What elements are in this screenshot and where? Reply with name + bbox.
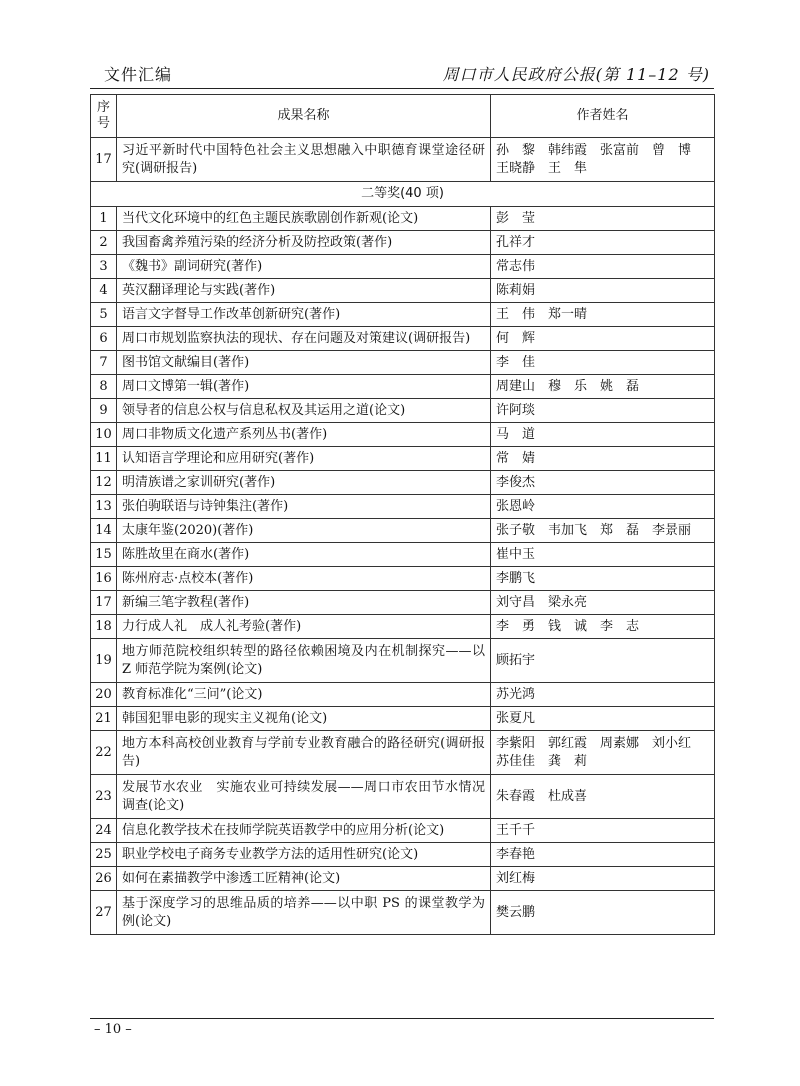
row-number: 2 xyxy=(91,231,117,255)
row-title: 领导者的信息公权与信息私权及其运用之道(论文) xyxy=(117,399,491,423)
table-row xyxy=(91,447,715,471)
table-row xyxy=(91,707,715,731)
row-number: 10 xyxy=(91,423,117,447)
row-title: 张伯驹联语与诗钟集注(著作) xyxy=(117,495,491,519)
table-row xyxy=(91,843,715,867)
row-author: 李紫阳 郭红霞 周素娜 刘小红 苏佳佳 龚 莉 xyxy=(491,731,715,775)
row-number: 19 xyxy=(91,639,117,683)
row-title: 力行成人礼 成人礼考验(著作) xyxy=(117,615,491,639)
row-number: 13 xyxy=(91,495,117,519)
column-header-title: 成果名称 xyxy=(117,95,491,138)
table-row xyxy=(91,867,715,891)
row-author: 李 佳 xyxy=(491,351,715,375)
row-number: 17 xyxy=(91,138,117,182)
row-title: 图书馆文献编目(著作) xyxy=(117,351,491,375)
row-author: 李春艳 xyxy=(491,843,715,867)
row-number: 24 xyxy=(91,819,117,843)
row-author: 李鹏飞 xyxy=(491,567,715,591)
table-header-row xyxy=(91,95,715,138)
table-row xyxy=(91,279,715,303)
section-title: 二等奖(40 项) xyxy=(91,182,715,207)
row-author: 王 伟 郑一晴 xyxy=(491,303,715,327)
table-row xyxy=(91,683,715,707)
row-number: 4 xyxy=(91,279,117,303)
row-number: 25 xyxy=(91,843,117,867)
row-title: 《魏书》副词研究(著作) xyxy=(117,255,491,279)
row-author: 王千千 xyxy=(491,819,715,843)
row-author: 常 婧 xyxy=(491,447,715,471)
table-row xyxy=(91,639,715,683)
table-row xyxy=(91,567,715,591)
header-rule xyxy=(90,88,714,89)
row-author: 陈莉娟 xyxy=(491,279,715,303)
row-number: 16 xyxy=(91,567,117,591)
row-title: 认知语言学理论和应用研究(著作) xyxy=(117,447,491,471)
row-number: 12 xyxy=(91,471,117,495)
row-author: 张恩岭 xyxy=(491,495,715,519)
column-header-author: 作者姓名 xyxy=(491,95,715,138)
row-author: 马 道 xyxy=(491,423,715,447)
table-row xyxy=(91,543,715,567)
table-row xyxy=(91,495,715,519)
row-author: 刘红梅 xyxy=(491,867,715,891)
row-number: 1 xyxy=(91,207,117,231)
table-row xyxy=(91,731,715,775)
row-title: 陈胜故里在商水(著作) xyxy=(117,543,491,567)
table-row xyxy=(91,891,715,935)
row-author: 苏光鸿 xyxy=(491,683,715,707)
row-author: 孔祥才 xyxy=(491,231,715,255)
table-row xyxy=(91,519,715,543)
row-author: 顾拓宇 xyxy=(491,639,715,683)
row-title: 周口市规划监察执法的现状、存在问题及对策建议(调研报告) xyxy=(117,327,491,351)
row-number: 8 xyxy=(91,375,117,399)
row-author: 李 勇 钱 诚 李 志 xyxy=(491,615,715,639)
row-title: 韩国犯罪电影的现实主义视角(论文) xyxy=(117,707,491,731)
row-author: 张夏凡 xyxy=(491,707,715,731)
table-row xyxy=(91,591,715,615)
row-number: 7 xyxy=(91,351,117,375)
table-row xyxy=(91,303,715,327)
row-author: 张子敬 韦加飞 郑 磊 李景丽 xyxy=(491,519,715,543)
table-row xyxy=(91,138,715,182)
table-row xyxy=(91,819,715,843)
row-author: 常志伟 xyxy=(491,255,715,279)
table-row xyxy=(91,423,715,447)
table-row xyxy=(91,775,715,819)
row-author: 李俊杰 xyxy=(491,471,715,495)
table-row xyxy=(91,327,715,351)
row-author: 刘守昌 梁永亮 xyxy=(491,591,715,615)
row-number: 15 xyxy=(91,543,117,567)
table-row xyxy=(91,255,715,279)
table-row xyxy=(91,351,715,375)
row-author: 樊云鹏 xyxy=(491,891,715,935)
table-row xyxy=(91,207,715,231)
row-author: 何 辉 xyxy=(491,327,715,351)
row-title: 教育标准化“三问”(论文) xyxy=(117,683,491,707)
table-row xyxy=(91,375,715,399)
row-title: 习近平新时代中国特色社会主义思想融入中职德育课堂途径研究(调研报告) xyxy=(117,138,491,182)
row-author: 朱春霞 杜成喜 xyxy=(491,775,715,819)
row-number: 27 xyxy=(91,891,117,935)
row-title: 地方师范院校组织转型的路径依赖困境及内在机制探究——以 Z 师范学院为案例(论文) xyxy=(117,639,491,683)
row-title: 基于深度学习的思维品质的培养——以中职 PS 的课堂教学为例(论文) xyxy=(117,891,491,935)
row-title: 英汉翻译理论与实践(著作) xyxy=(117,279,491,303)
table-row xyxy=(91,615,715,639)
row-title: 发展节水农业 实施农业可持续发展——周口市农田节水情况调查(论文) xyxy=(117,775,491,819)
row-title: 我国畜禽养殖污染的经济分析及防控政策(著作) xyxy=(117,231,491,255)
row-author: 彭 莹 xyxy=(491,207,715,231)
row-title: 语言文字督导工作改革创新研究(著作) xyxy=(117,303,491,327)
row-number: 6 xyxy=(91,327,117,351)
row-author: 孙 黎 韩纬霞 张富前 曾 博 王晓静 王 隼 xyxy=(491,138,715,182)
row-number: 22 xyxy=(91,731,117,775)
row-title: 陈州府志·点校本(著作) xyxy=(117,567,491,591)
row-title: 周口文博第一辑(著作) xyxy=(117,375,491,399)
row-title: 地方本科高校创业教育与学前专业教育融合的路径研究(调研报告) xyxy=(117,731,491,775)
row-title: 太康年鉴(2020)(著作) xyxy=(117,519,491,543)
row-number: 9 xyxy=(91,399,117,423)
row-author: 许阿琰 xyxy=(491,399,715,423)
row-number: 14 xyxy=(91,519,117,543)
row-title: 职业学校电子商务专业教学方法的适用性研究(论文) xyxy=(117,843,491,867)
table-row xyxy=(91,471,715,495)
row-title: 明清族谱之家训研究(著作) xyxy=(117,471,491,495)
row-number: 5 xyxy=(91,303,117,327)
row-number: 11 xyxy=(91,447,117,471)
header-right: 周口市人民政府公报(第 11–12 号) xyxy=(442,65,710,84)
row-number: 21 xyxy=(91,707,117,731)
row-number: 18 xyxy=(91,615,117,639)
row-number: 17 xyxy=(91,591,117,615)
row-number: 20 xyxy=(91,683,117,707)
table-row xyxy=(91,399,715,423)
row-title: 周口非物质文化遗产系列丛书(著作) xyxy=(117,423,491,447)
row-author: 周建山 穆 乐 姚 磊 xyxy=(491,375,715,399)
row-number: 26 xyxy=(91,867,117,891)
awards-table xyxy=(90,94,715,935)
header-left: 文件汇编 xyxy=(104,65,173,84)
page-number: – 10 – xyxy=(94,1022,132,1037)
row-number: 23 xyxy=(91,775,117,819)
row-title: 当代文化环境中的红色主题民族歌剧创作新观(论文) xyxy=(117,207,491,231)
row-title: 如何在素描教学中渗透工匠精神(论文) xyxy=(117,867,491,891)
row-title: 新编三笔字教程(著作) xyxy=(117,591,491,615)
section-row xyxy=(91,182,715,207)
row-title: 信息化教学技术在技师学院英语教学中的应用分析(论文) xyxy=(117,819,491,843)
table-row xyxy=(91,231,715,255)
row-author: 崔中玉 xyxy=(491,543,715,567)
footer-rule xyxy=(90,1018,714,1019)
row-number: 3 xyxy=(91,255,117,279)
column-header-no: 序 号 xyxy=(91,95,117,138)
